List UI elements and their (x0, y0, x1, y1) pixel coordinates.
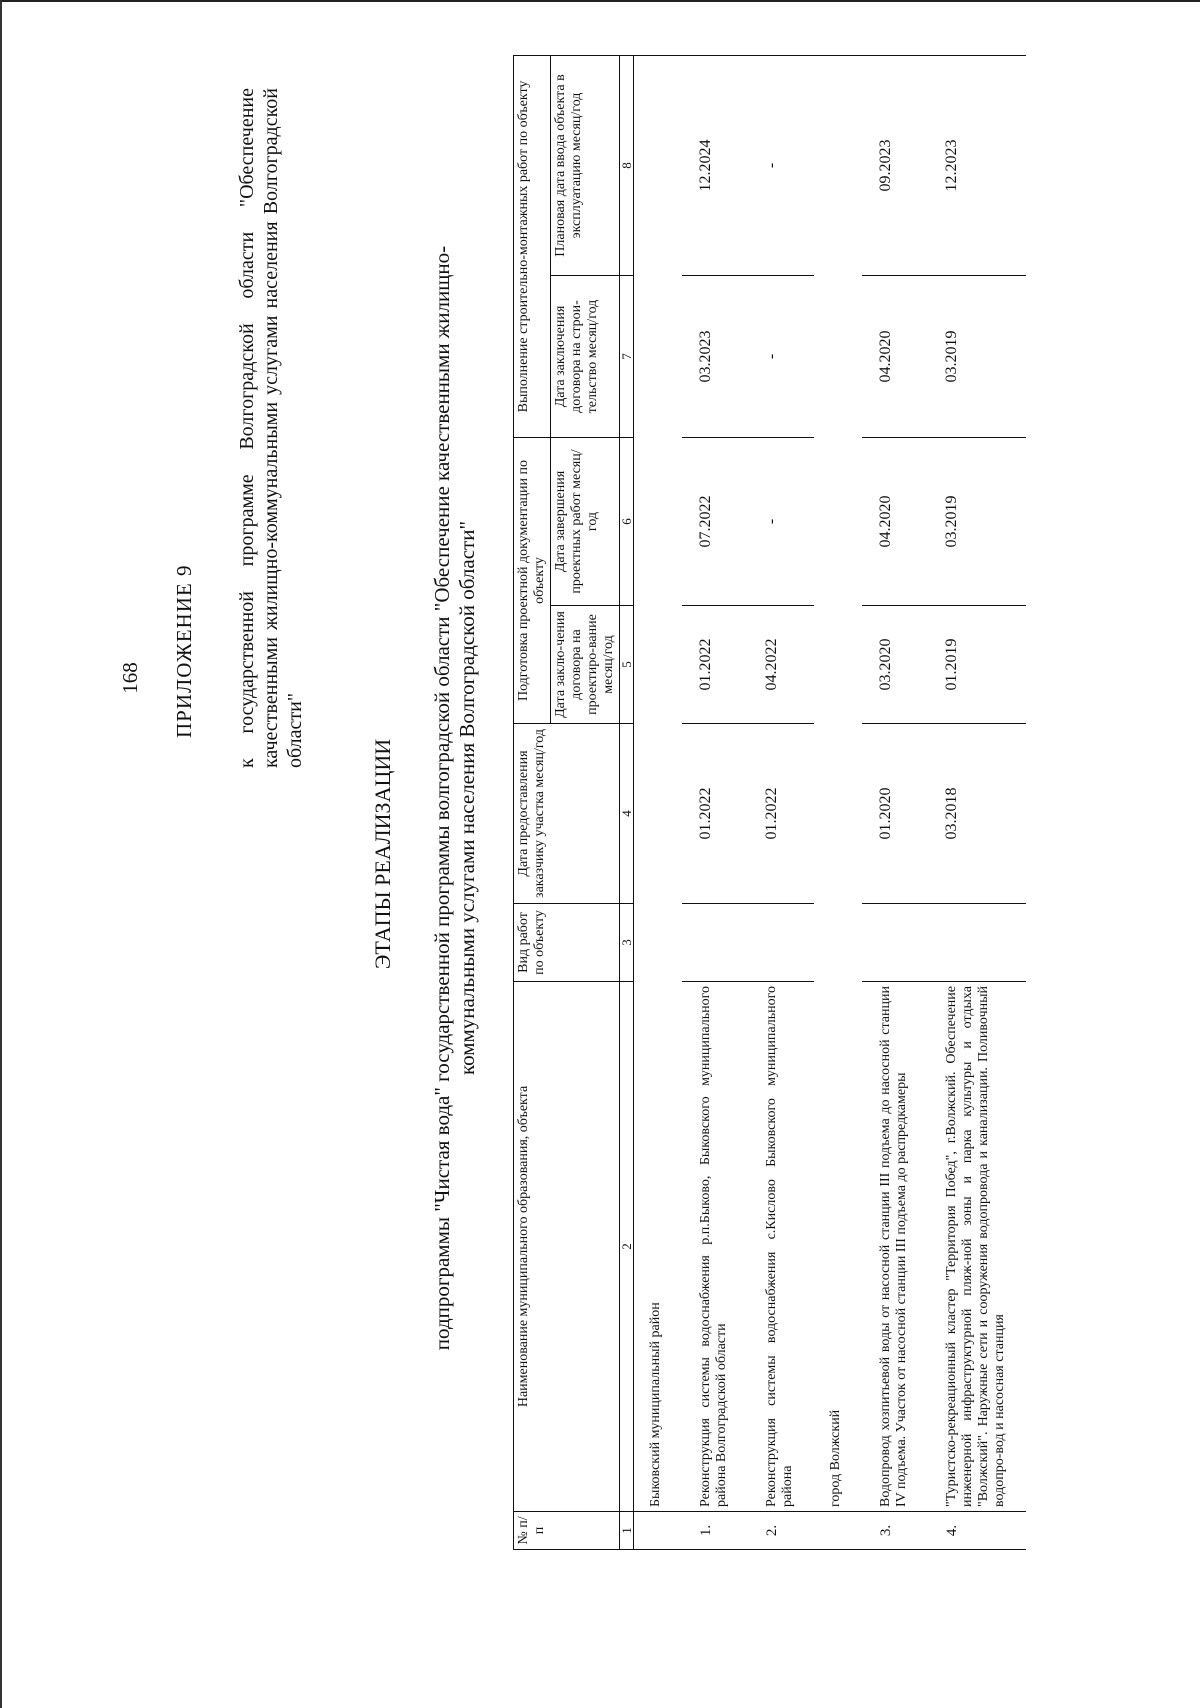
row-num: 2. (748, 1512, 814, 1550)
row-commission: 12.2023 (928, 55, 1026, 275)
row-num: 3. (862, 1512, 928, 1550)
table-row (682, 55, 748, 1549)
header-num: № п/п (514, 1512, 620, 1550)
row-work-type (682, 904, 748, 982)
page-number: 168 (118, 662, 142, 694)
appendix-title: ПРИЛОЖЕНИЕ 9 (172, 564, 196, 738)
row-work-type (862, 904, 928, 982)
row-site-date: 01.2022 (748, 724, 814, 904)
row-design-contract: 01.2022 (682, 606, 748, 724)
row-work-type (748, 904, 814, 982)
section-row (634, 55, 683, 1549)
row-design-contract: 03.2020 (862, 606, 928, 724)
column-number-row (620, 55, 634, 1549)
row-build-contract: 03.2019 (928, 276, 1026, 438)
column-number: 2 (620, 982, 634, 1512)
row-site-date: 01.2022 (682, 724, 748, 904)
table-row (748, 55, 814, 1549)
row-build-contract: 03.2023 (682, 276, 748, 438)
document-subtitle: подпрограммы "Чистая вода" государственной программы волгоградской области "Обеспечение качественными жилищно-коммунальными услугами населения Волгоградской области" (430, 245, 479, 1351)
row-name: Реконструкция системы водоснабжения с.Кислово Быковского муниципального района (748, 982, 814, 1512)
row-site-date: 01.2020 (862, 724, 928, 904)
row-name: Водопровод хозпитьевой воды от насосной станции III подъема до насосной станции IV подъема. Участок от насосной станции III подъема до распредкамеры (862, 982, 928, 1512)
row-num: 1. (682, 1512, 748, 1550)
header-build-group: Выполнение строительно-монтажных работ по объекту (514, 55, 551, 437)
document-title: ЭТАПЫ РЕАЛИЗАЦИИ (370, 738, 395, 970)
row-design-contract: 01.2019 (928, 606, 1026, 724)
column-number: 3 (620, 904, 634, 982)
row-design-end: - (748, 438, 814, 606)
row-work-type (928, 904, 1026, 982)
row-name: Реконструкция системы водоснабжения р.п.Быково, Быковского муниципального района Волгоградской области (682, 982, 748, 1512)
column-number: 8 (620, 55, 634, 275)
header-name: Наименование муниципального образования, объекта (514, 982, 620, 1512)
header-work-type: Вид работ по объекту (514, 904, 620, 982)
row-commission: - (748, 55, 814, 275)
row-design-contract: 04.2022 (748, 606, 814, 724)
header-design-group: Подготовка проектной документации по объекту (514, 438, 551, 724)
row-design-end: 07.2022 (682, 438, 748, 606)
table-row (862, 55, 928, 1549)
row-site-date: 03.2018 (928, 724, 1026, 904)
row-commission: 12.2024 (682, 55, 748, 275)
appendix-text: к государственной программе Волгоградской области "Обеспечение качественными жилищно-коммунальными услугами населения Волгоградской области" (236, 88, 306, 768)
header-build-contract: Дата заключения договора на строи-тельство месяц/год (551, 276, 620, 438)
header-site-date: Дата предоставления заказчику участка месяц/год (514, 724, 620, 904)
section-name: город Волжский (814, 55, 862, 1511)
header-design-contract: Дата заклю-чения договора на проектиро-вание месяц/год (551, 606, 620, 724)
section-row (814, 55, 862, 1549)
row-commission: 09.2023 (862, 55, 928, 275)
column-number: 1 (620, 1512, 634, 1550)
row-build-contract: - (748, 276, 814, 438)
row-design-end: 04.2020 (862, 438, 928, 606)
column-number: 7 (620, 276, 634, 438)
column-number: 4 (620, 724, 634, 904)
row-design-end: 03.2019 (928, 438, 1026, 606)
section-name: Быковский муниципальный район (634, 55, 683, 1511)
header-commission: Плановая дата ввода объекта в эксплуатацию месяц/год (551, 55, 620, 275)
row-num: 4. (928, 1512, 1026, 1550)
stages-table (513, 55, 1026, 1550)
table-row (928, 55, 1026, 1549)
column-number: 5 (620, 606, 634, 724)
row-name: "Туристско-рекреационный кластер "Территория Побед", г.Волжский. Обеспечение инженерной инфраструктурной пляж-ной зоны и парка культуры и отдыха "Волжский". Наружные сети и сооружения водопровода и канализации. Поливочный водопро-вод и насосная станция (928, 982, 1026, 1512)
row-build-contract: 04.2020 (862, 276, 928, 438)
column-number: 6 (620, 438, 634, 606)
header-design-end: Дата завершения проектных работ месяц/год (551, 438, 620, 606)
